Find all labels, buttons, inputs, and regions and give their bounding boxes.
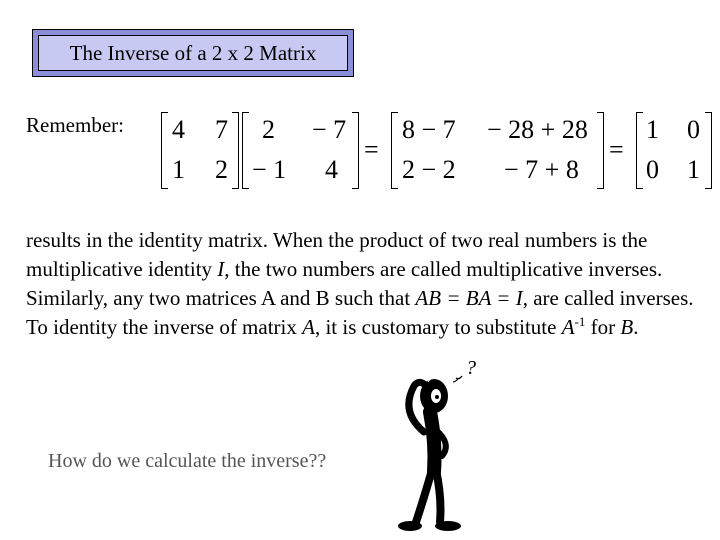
matrix-c-cell: 2 − 2: [402, 155, 456, 184]
matrix-b-cell: 4: [325, 155, 338, 184]
paragraph-text: , the two numbers are called multiplicative inverses. Similarly, any two matrices A and B such that: [26, 257, 663, 310]
matrix-b-cell: 2: [262, 115, 275, 144]
matrix-b-cell: − 7: [312, 115, 347, 144]
paragraph-text: , it is customary to substitute: [314, 315, 562, 339]
matrix-i-cell: 0: [646, 155, 659, 184]
matrix-c-cell: − 28 + 28: [487, 115, 588, 144]
matrix-i-left-bracket: [636, 112, 643, 189]
paragraph-italic: A: [561, 315, 575, 339]
title-box: [32, 29, 354, 77]
paragraph-italic: I: [217, 257, 225, 281]
thinking-figure-clipart: [378, 352, 498, 534]
matrix-i-cell: 1: [646, 115, 659, 144]
paragraph-italic: B: [620, 315, 634, 339]
title-box-inner: [38, 35, 348, 71]
paragraph-text: , are called inverses. To identity the inverse of matrix: [26, 286, 694, 339]
explanation-paragraph: [26, 226, 716, 342]
matrix-b-left-bracket: [242, 112, 249, 189]
matrix-a-right-bracket: [232, 112, 239, 189]
matrix-a-cell: 4: [172, 115, 185, 144]
paragraph-text: .: [633, 315, 639, 339]
paragraph-superscript: -1: [574, 314, 586, 329]
matrix-i-cell: 0: [687, 115, 700, 144]
paragraph-italic: A: [302, 315, 315, 339]
slide-title: The Inverse of a 2 x 2 Matrix: [69, 40, 317, 65]
matrix-c-right-bracket: [597, 112, 604, 189]
matrix-c-left-bracket: [391, 112, 398, 189]
matrix-b-right-bracket: [352, 112, 359, 189]
matrix-a-cell: 1: [172, 155, 185, 184]
matrix-a-cell: 7: [215, 115, 228, 144]
equals-sign: =: [609, 135, 624, 164]
matrix-a-left-bracket: [161, 112, 168, 189]
remember-label: Remember:: [26, 113, 124, 137]
paragraph-text: results in the identity matrix. When the product of two real numbers is the multiplicative identity: [26, 228, 648, 281]
question-mark: ?: [466, 357, 476, 379]
matrix-b-cell: − 1: [252, 155, 287, 184]
matrix-i-right-bracket: [705, 112, 712, 189]
paragraph-text: for: [585, 315, 621, 339]
question-text: How do we calculate the inverse??: [48, 450, 327, 472]
matrix-c-cell: 8 − 7: [402, 115, 456, 144]
matrix-i-cell: 1: [687, 155, 700, 184]
matrix-c-cell: − 7 + 8: [504, 155, 579, 184]
matrix-a-cell: 2: [215, 155, 228, 184]
paragraph-italic: AB = BA = I: [415, 286, 523, 310]
equals-sign: =: [364, 135, 379, 164]
